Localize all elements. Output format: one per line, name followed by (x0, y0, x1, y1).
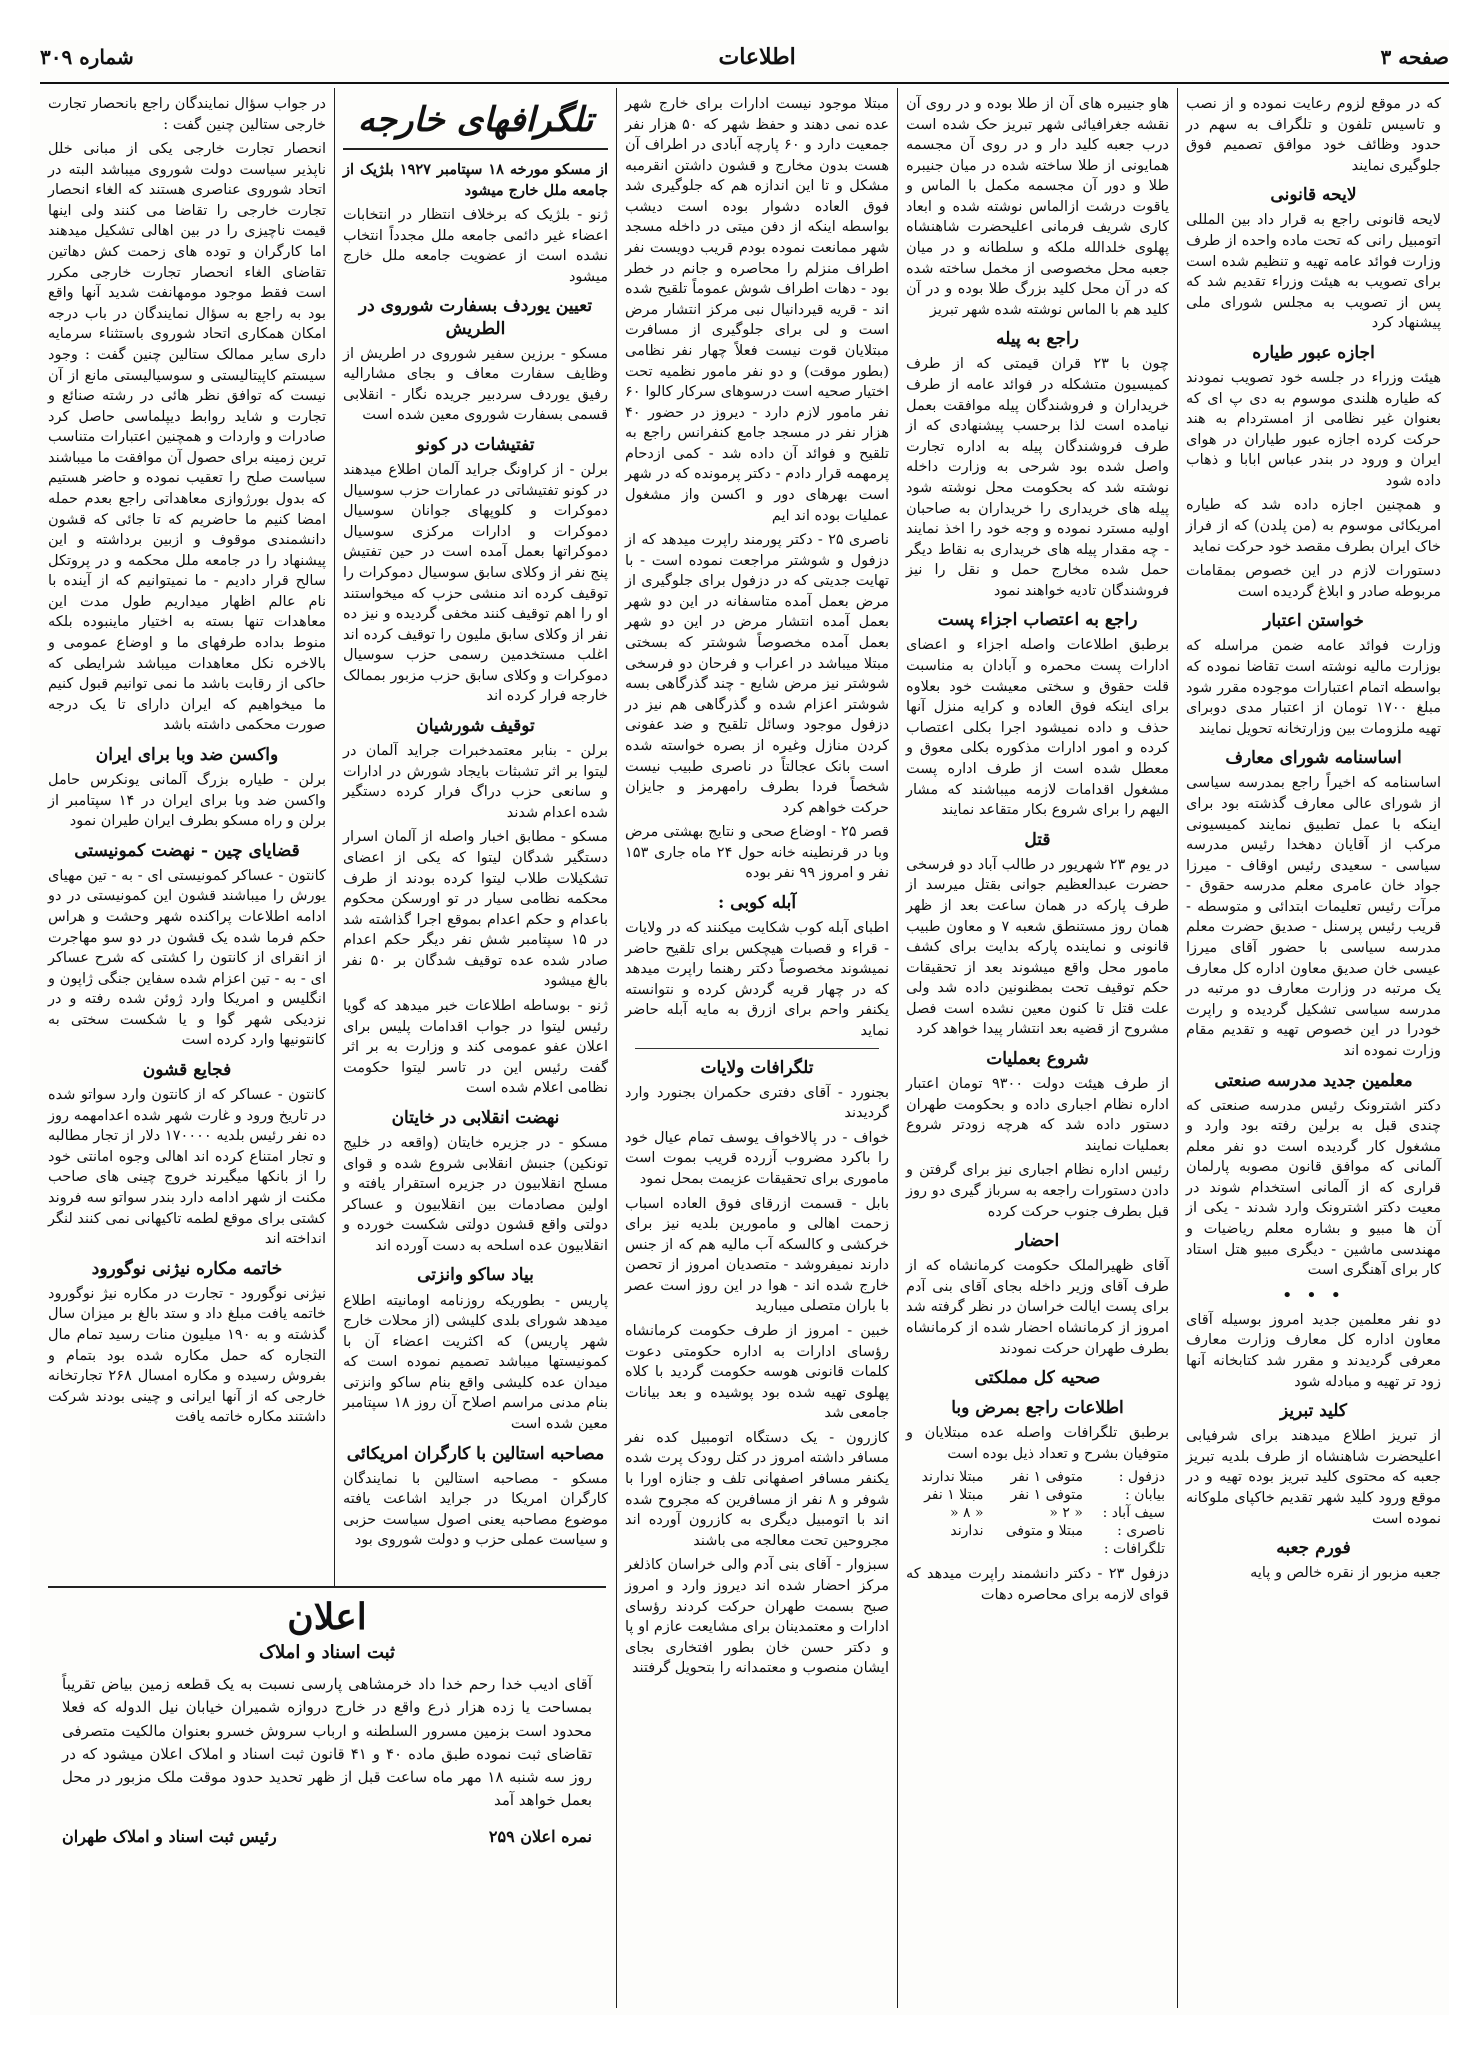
header-rule (40, 82, 1449, 84)
table-cell: مبتلا ۱ نفر (924, 1487, 984, 1504)
article-heading: نهضت انقلابی در خایتان (391, 1107, 560, 1128)
paragraph: اطبای آبله کوب شکایت میکنند که در ولایات - قراء و قصبات هیچکس برای تلقیح حاضر نمیشوند مخصوصاً دکتر رهنما راپرت میدهد که در چهار قریه گردش کرده و نتوانسته یکنفر واحم برای ازرق به مایه آبله حاضر نماید (625, 920, 889, 1039)
article-heading: اجازه عبور طیاره (1252, 342, 1375, 363)
paragraph: از طرف هیئت دولت ۹۳۰۰ تومان اعتبار اداره نظام اجباری داده و بحکومت طهران دستور داده شد که هرچه زودتر شروع بعملیات نمایند (906, 1076, 1169, 1154)
page-header (40, 40, 1449, 74)
column-3 (616, 88, 897, 2008)
announcement-subtitle: ثبت اسناد و املاک (258, 1642, 396, 1663)
paragraph: نیژنی نوگورود - تجارت در مکاره نیژ نوگورود خاتمه یافت مبلغ داد و ستد بالغ بر میزان سال گذشته و به ۱۹۰ میلیون منات رسید تمام مال التجاره که حمل مکاره شده بود بتمام و بفروش رسیده و مکاره امسال ۲۶۸ تجارتخانه خارجی که از آنها ایرانی و چینی بودند شرکت داشتند مکاره خاتمه یافت (48, 1285, 326, 1426)
article-subheading: اطلاعات راجع بمرض وبا (951, 1398, 1124, 1419)
paragraph: سبزوار - آقای بنی آدم والی خراسان کاذلغر مرکز احضار شده اند دیروز وارد و امروز صبح بسمت طهران حرکت کردند رؤسای ادارات و معتمدینان برای مشایعت عازم او پا و دکتر حسن خان بطور افتخاری بجای ایشان منصوب و معتمدانه را بتحویل گرفتند (625, 1557, 889, 1677)
paragraph: از تبریز اطلاع میدهند برای شرفیابی اعلیحضرت شاهنشاه از طرف بلدیه تبریز جعبه که محتوی کلید تبریز بوده تهیه و در موقع ورود کلید شهر تقدیم خاکپای ملوکانه نموده است (1186, 1428, 1441, 1527)
table-cell: سیف آباد : (1102, 1505, 1165, 1522)
article-heading: آبله کوبی : (717, 892, 797, 913)
paragraph: آقای ظهیرالملک حکومت کرمانشاه که از طرف آقای وزیر داخله بجای آقای بنی آدم برای پست ایالت خراسان در نظر گرفته شد امروز از کرمانشاه احضار شده از کرمانشاه بطرف طهران حرکت نمودند (906, 1258, 1169, 1357)
table-cell: متوفی ۱ نفر (1010, 1487, 1083, 1504)
table-cell: « ۸ « (949, 1505, 984, 1522)
table-cell: بیابان : (1125, 1487, 1165, 1504)
table-cell: « ۲ « (1049, 1505, 1083, 1522)
table-cell (906, 1540, 988, 1558)
announcement-signature: رئیس ثبت اسناد و املاک طهران (62, 1826, 277, 1846)
paragraph: در جواب سؤال نمایندگان راجع بانحصار تجارت خارجی ستالین چنین گفت : (48, 96, 326, 133)
article-heading: واکسن ضد وبا برای ایران (95, 744, 279, 765)
paragraph: برلن - بنابر معتمدخبرات جراید آلمان در لیتوا بر اثر تشبثات بایجاد شورش در ادارات و سانعی حزب دراگ فرار کرده دستگیر شده اعدام شدند (343, 743, 608, 821)
paragraph: هیئت وزراء در جلسه خود تصویب نمودند که طیاره هلندی موسوم به دی پ ای که بعنوان غیر نظامی از امستردام به هند حرکت کرده اجازه عبور طیاران در هوای ایران و ورود در بندر عباس ابابا و ذهاب داده شود (1186, 369, 1441, 489)
issue-number: شماره ۳۰۹ (40, 45, 134, 69)
table-cell: مبتلا ندارند (921, 1469, 984, 1486)
paragraph: کانتون - عساکر که از کانتون وارد سواتو شده در تاریخ ورود و غارت شهر شده اعدامهمه روز ده نفر رئیس بلدیه ۱۷۰۰۰۰ دلار از تجار مطالبه و تجار امتناع کرده اند اهالی وجوه امانتی خود را از بانکها میگیرند خروج چینی های صاحب مکنت از شهر ادامه دارد بندر سواتو سه فروند کشتی برای موقع لطمه تاکیهانی نمی کنند لنگر انداخته اند (48, 1087, 326, 1248)
table-row (906, 1486, 1169, 1504)
table-row (906, 1504, 1169, 1522)
table-row (906, 1522, 1169, 1540)
article-heading: شروع بعملیات (986, 1048, 1089, 1069)
article-heading: لایحه قانونی (1270, 185, 1357, 206)
announcement-box (48, 1586, 606, 2008)
table-cell: ناصری : (1117, 1523, 1165, 1540)
paragraph: و همچنین اجازه داده شد که طیاره امریکائی موسوم به (من پلدن) که از فراز خاک ایران بطرف مقصد خود حرکت نماید (1186, 497, 1441, 555)
table-cell (988, 1540, 1087, 1558)
article-heading: فورم جعبه (1276, 1538, 1351, 1559)
article-heading: قضایای چین - نهضت کمونیستی (74, 840, 300, 861)
article-heading: تفتیشات در کونو (416, 434, 535, 455)
table-cell: مبتلا و متوفی (1005, 1523, 1083, 1540)
article-heading: صحیه کل مملکتی (974, 1368, 1101, 1389)
paragraph: برلن - طیاره بزرگ آلمانی یونکرس حامل واکسن ضد وبا برای ایران در ۱۴ سپتامبر از برلن و راه مسکو بطرف ایران طیران نمود (48, 772, 326, 830)
paragraph: برلن - از کراونگ جراید آلمان اطلاع میدهند در کونو تفتیشاتی در عمارات حزب سوسیال دموکرات و کلوپهای جوانان سوسیال دموکرات و ادارات مرکزی سوسیال دموکراتها بعمل آمده است در حین تفتیش پنج نفر از وکلای سابق سوسیال دموکرات را توقیف کرده اند منشی حزب که میخواستند او را اهم توقیف کنند مخفی گردیده و نیز ده نفر از وکلای سابق ملیون را توقیف کرده اند اغلب مستخدمین رسمی حزب سوسیال دموکرات و وکلای سابق حزب مزبور بممالک خارجه فرار کرده اند (343, 462, 608, 705)
article-heading: معلمین جدید مدرسه صنعتی (1214, 1070, 1413, 1091)
paragraph: ژنو - بوساطه اطلاعات خبر میدهد که گویا رئیس لیتوا در جواب اقدامات پلیس برای اعلان عفو عمومی کند و وزارت به بر اثر گفت رئیس این در تاسر لیتوا حکومت نظامی اعلام شده است (343, 998, 608, 1097)
article-heading: قتل (1024, 829, 1051, 850)
paragraph: رئیس اداره نظام اجباری نیز برای گرفتن و دادن دستورات راجعه به سرباز گیری دو روز قبل بطرف جنوب حرکت کرده (906, 1162, 1169, 1220)
article-heading: مصاحبه استالین با کارگران امریکائی (346, 1443, 605, 1464)
newspaper-title: اطلاعات (718, 44, 796, 70)
paragraph: مسکو - مطابق اخبار واصله از آلمان اسرار دستگیر شدگان لیتوا که یکی از اعضای تشکیلات طلاب لیتوا کرده بودند از طرف محکمه نظامی سیار در تو اورسکن محکوم باعدام و حکم اعدام بموقع اجرا گذاشته شد در ۱۵ سپتامبر شش نفر دیگر حکم اعدام صادر شده عده توقیف شدگان بر ۵۰ نفر بالغ میشود (343, 829, 609, 990)
separator-dots: • • • (1281, 1284, 1346, 1306)
paragraph: دستورات لازم در این خصوص بمقامات مربوطه صادر و ابلاغ گردیده است (1186, 563, 1441, 600)
paragraph: انحصار تجارت خارجی یکی از مبانی خلل ناپذیر سیاست دولت شوروی میباشد البته در اتحاد شوروی عناصری هستند که الغاء انحصار تجارت خارجی را تقاضا می کنند ولی اینها قیمت ناچیزی را در بین اهالی تشکیل میدهند اما کارگران و توده های زحمت کش دهاتین تقاضای الغاء انحصار تجارت خارجی مکرر است فقط موجود مومهانفت شدید آنها واقع بود به راجع به سؤال نمایندگان در باب درجه امکان همکاری اتحاد شوروی باستثناء سرمایه داری سایر ممالک ستالین چنین گفت : وجود سیستم کاپیتالیستی و سوسیالیستی مانع از آن نیست که توافق نظر هائی در رشته صنائع و تجارت و شاید روابط دیپلماسی حاصل کرد صادرات و واردات و همچنین اعتبارات متناسب ترین زمینه برای حصول آن موافقت ما میباشند سیاست صلح را تعقیب نموده و حاضر هستیم که بدول بورژوازی معاهداتی راجع بعدم حمله امضا کنیم ما حاضریم که تا جائی که قشون دانشمندی موقوف و ازبین برداشته و این پیشنهاد را در جامعه ملل محکمه و در پروتکل سالح قرار دادیم - ما نمیتوانیم که از آینده با نام عالم اظهار میداریم طول مدت این معاهدات تنها بسته به اختیار ماینبوده بلکه منوط بداده طرفهای ما و اوضاع عمومی و بالاخره نکل معاهدات میباشد شرایطی که حاکی از رقابت باشد ما نمی توانیم قبول کنیم ما میخواهیم که ایران دارای تا یک درجه صورت محکمی داشته باشد (48, 141, 326, 734)
paragraph: ژنو - بلژیک که برخلاف انتظار در انتخابات اعضاء غیر دائمی جامعه ملل مجدداً انتخاب نشده است از عضویت جامعه ملل خارج میشود (343, 207, 608, 285)
article-heading: فجایع قشون (142, 1060, 232, 1081)
column-2 (897, 88, 1177, 2008)
table-cell: دزفول : (1118, 1469, 1165, 1486)
paragraph: اساسنامه که اخیراً راجع بمدرسه سیاسی از شورای عالی معارف گذشته بود برای اینکه با عمل تطبیق نمایند کمیسیونی مرکب از آقایان دهخدا رئیس مدرسه سیاسی - سعیدی رئیس اوقاف - میرزا جواد خان عامری معلم مدرسه حقوق - مرآت رئیس تعلیمات ابتدائی و متوسطه - قریب رئیس پرسنل - صدیق حضرت معلم مدرسه سیاسی با حضور آقای میرزا عیسی خان صدیق معاون اداره کل معارف یک مرتبه در وزارت معارف دو مرتبه در مدرسه سیاسی تشکیل گردیده و راپرت خودرا در این خصوص تهیه و تقدیم مقام وزارت نموده اند (1186, 775, 1441, 1059)
article-heading: احضار (1015, 1231, 1060, 1252)
paragraph: بجنورد - آقای دفتری حکمران بجنورد وارد گردیدند (625, 1084, 889, 1122)
paragraph: جعبه مزبور از نقره خالص و پایه (1250, 1565, 1441, 1582)
paragraph: چون با ۲۳ قران قیمتی که از طرف کمیسیون متشکله در فوائد عامه از طرف خریداران و فروشندگان پیله موافقت بعمل نیامده است لذا برحسب پیشنهادی که از طرف فروشندگان پیله به اداره تجارت واصل شده بود شرحی به وزارت داخله نوشته شد که بحکومت محل نوشته شود پیله های خریداری را خریداران به صاحبان اولیه مسترد نموده و وجه خود را اخذ نمایند - چه مقدار پیله های خریداری به نقاط دیگر حمل شده مخارج حمل و نقل را نیز فروشندگان تادیه خواهند نمود (906, 356, 1169, 599)
paragraph: دکتر اشترونک رئیس مدرسه صنعتی که چندی قبل به برلین رفته بود وارد و مشغول کار گردیده است دو نفر معلم آلمانی که موافق قانون مصوبه پارلمان قراری که از آلمانی استخدام شوند در معیت دکتر اشترونک وارد شدند - یکی از آن ها مبیو و بشاره معلم ریاضیات و مهندسی ماشین - دیگری مبیو هتل استاد کار برای آهنگری است (1186, 1097, 1441, 1279)
paragraph: وزارت فوائد عامه ضمن مراسله که بوزارت مالیه نوشته است تقاضا نموده که بواسطه اتمام اعتبارات موجوده مقرر شود مبلغ ۱۷۰۰ تومان از اعتبار مدی دوبرای تهیه ملزومات بین وزارتخانه تحویل نمایند (1186, 638, 1442, 737)
paragraph: لایحه قانونی راجع به قرار داد بین المللی اتومبیل رانی که تحت ماده واحده از طرف وزارت فوائد عامه تهیه و تنظیم شده است برای تصویب به هیئت وزراء تقدیم شد که پس از تصویب به مجلس شورای ملی پیشنهاد کرد (1186, 212, 1441, 332)
article-heading: تلگرافات ولایات (700, 1057, 814, 1078)
article-heading: خواستن اعتبار (1263, 611, 1364, 632)
article-heading: راجع به پیله (996, 329, 1079, 350)
table-row (906, 1468, 1169, 1486)
paragraph: پاریس - بطوریکه روزنامه اومانیته اطلاع میدهد شورای بلدی کلیشی (از محلات خارج شهر پاریس) که اکثریت اعضاء آن با کمونیستها میباشد تصمیم نموده است که میدان عده کلیشی واقع بنام ساکو وانزتی بنام مدنی مراسم اصلاح آن روز ۱۸ سپتامبر معین شده است (343, 1292, 609, 1433)
paragraph: کانتون - عساکر کمونیستی ای - به - تین مهیای یورش را میباشند قشون این کمونیستی در دو ادامه اطلاعات پراکنده شهر وحشت و هراس حکم فرما شده یک قشون در دو سو مهاجرت از انقرای از کانتون را کشتی که شرح عساکر ای - به - تین اعزام شده سفاین جنگی ژاپون و انگلیس و امریکا وارد ژوئن شده رفته و در نزدیکی شهر گوا و یا شکست سختی به کانتونیها وارد کرده است (48, 867, 326, 1049)
paragraph: در یوم ۲۳ شهریور در طالب آباد دو فرسخی حضرت عبدالعظیم جوانی بقتل میرسد از طرف پارکه در همان ساعت بعد از ظهر همان روز مستنطق شعبه ۷ و معاون طبیب قانونی و نماینده پارکه بدایت برای کشف مامور محل واقع میشوند بعد از تحقیقات حکم توقیف تحت بمظنونین داده شد ولی علت قتل تا کنون معین نشده است فصل مشروح از قضیه بعد انتشار پیدا خواهد کرد (906, 856, 1169, 1038)
paragraph: ناصری ۲۵ - دکتر پورمند راپرت میدهد که از دزفول و شوشتر مراجعت نموده است - با تهایت جدیتی که در دزفول برای جلوگیری از مرض بعمل آمده متاسفانه در این دو شهر بعمل آمده انتشار مرض در این دو شهر بعمل آمده مخصوصاً شوشتر که بسختی مبتلا میباشد در اعراب و فرحان دو فرسخی شوشتر نیز مرض شایع - چند گذرگاهی بسه شوشتر اعزام شده و گذرگاهی هم نیز در دزفول موجود وسائل تلقیح و ضد عفونی کردن منازل وغیره از بصره خواسته شده است بانک عجالتاً در ناصری طبیب نیست شخصاً فردا بطرف رامهرمز و جایزان حرکت خواهم کرد (625, 532, 889, 816)
announcement-body: آقای ادیب خدا رحم خدا داد خرمشاهی پارسی نسبت به یک قطعه زمین بیاض تقریباً بمساحت یا زده هزار ذرع واقع در خارج دروازه شمیران خیابان نیل الدوله که فعلا محدود است بزمین مسرور السلطنه و ارباب سروش خسرو بعنوان مالکیت متصرفی تقاضای ثبت نموده طبق ماده ۴۰ و ۴۱ قانون ثبت اسناد و املاک اعلان میشود که در روز سه شنبه ۱۸ مهر ماه ساعت قبل از ظهر تحدید حدود موقت ملک مزبور در محل بعمل خواهد آمد (62, 1675, 593, 1810)
table-cell: ندارند (950, 1523, 984, 1540)
paragraph: هاو جنیبره های آن از طلا بوده و در روی آن نقشه جغرافیائی شهر تبریز حک شده است درب جعبه کلید دار و در روی آن مجسمه همایونی از طلا ساخته شده در میان جنیبره طلا و دور آن مجسمه مکمل با الماس و یاقوت درشت ازالماس نوشته شده و ابعاد کاری شریف فرمانی اعلیحضرت شاهنشاه پهلوی خلدالله ملکه و سلطانه و در میان جعبه محل مخصوصی از مخمل ساخته شده که در آن محل کلید بزرگ طلا بوده و در آن کلید هم با الماس نوشته شده شهر تبریز (906, 96, 1169, 318)
article-heading: راجع به اعتصاب اجزاء پست (937, 610, 1138, 631)
paragraph: مبتلا موجود نیست ادارات برای خارج شهر عده نمی دهند و حفظ شهر که ۵۰ هزار نفر جمعیت دارد و ۶۰ پارچه آبادی در اطراف آن هست بدون مخارج و قشون داشتن انقرمبه مشکل و تا این اندازه هم که جلوگیری شد فوق العاده دشوار بوده است دیشب بواسطه اینکه از دفن میتی در داخله مسجد شهر ممانعت نموده بودم قریب دویست نفر اطراف منزلم را محاصره و جانم در خطر بود - دهات اطراف شوش عموماً تلقیح شده اند - قریه قیردانیال نبی مرکز انتشار مرض است و لی برای جلوگیری از مسافرت مبتلایان قوت نیست فعلاً چهار نفر نظامی (بطور موقت) و دو نفر مامور نظمیه تحت اختیار صحیه است درسوهای سرکار کالوا ۶۰ نفر مامور لازم دارد - دیروز در حضور ۴۰ هزار نفر در مسجد جامع کنفرانس راجع به تلقیح و فوائد آن داده شد - کمی ازدحام پرمهمه قرار دادم - دکتر پرمونده که در شهر است بهرهای دور و اکسن واز مشغول عملیات بوده اند ایم (625, 96, 890, 524)
paragraph: خبین - امروز از طرف حکومت کرمانشاه رؤسای ادارات به اداره حکومتی دعوت کلمات قانونی هوسه حکومت گردید با کلاه پهلوی تهیه شده بود پوشیده و بعد بیانات جامعی شد (625, 1322, 889, 1422)
column-1 (1177, 88, 1449, 2008)
paragraph: برطبق اطلاعات واصله اجزاء و اعضای ادارات پست محمره و آبادان به مناسبت قلت حقوق و سختی معیشت خود بعلاوه برای اینکه فوق العاده و کرایه منزل آنها حذف و داده نمیشود اجرا بکلی اعتصاب کرده و امور ادارات مذکوره بکلی معوق و معطل شده است از طرف اداره پست مشغول اقدامات لازمه میباشند که مشار الیهم را برای شروع بکار متقاعد نمایند (906, 637, 1169, 819)
paragraph: مسکو - در جزیره خایتان (واقعه در خلیج تونکین) جنبش انقلابی شروع شده و قوای مسلح انقلابیون در جزیره استقرار یافته و اولین مصادمات بین انقلابیون و عساکر دولتی واقع قشون دولتی شکست خورده و انقلابیون عده اسلحه به دست آورده اند (343, 1135, 608, 1254)
paragraph: مسکو - برزین سفیر شوروی در اطریش از وظایف سفارت معاف و بجای مشارالیه رفیق یوردف سردبیر جریده نگار - انقلابی قسمی بسفارت شوروی معین شده است (343, 345, 608, 424)
cholera-stats-table (906, 1468, 1169, 1558)
article-heading: تعیین یوردف بسفارت شوروی در الطریش (358, 296, 593, 339)
paragraph: مسکو - مصاحبه استالین با نمایندگان کارگران امریکا در جراید اشاعت یافته موضوع مصاحبه یعنی اصول سیاست حزبی و سیاست عملی حزب و دولت شوروی بود (343, 1470, 608, 1549)
announcement-footer (62, 1827, 592, 1846)
table-cell: تلگرافات : (1103, 1541, 1165, 1558)
paragraph: قصر ۲۵ - اوضاع صحی و نتایج بهشتی مرض وبا در قرنطینه خانه حول ۲۴ ماه جاری ۱۵۳ نفر و امروز ۹۹ نفر بوده (625, 824, 890, 882)
announcement-title: اعلان (287, 1596, 367, 1638)
announcement-number: نمره اعلان ۲۵۹ (488, 1826, 592, 1846)
paragraph: کازرون - یک دستگاه اتومبیل کده نفر مسافر داشته امروز در کتل رودک پرت شده یکنفر مسافر اصفهانی تلف و جنازه اورا با شوفر و ۸ نفر از مسافرین که مجروح شده اند با اتومبیل دیگری به کازرون آورده اند مجروحین تحت معالجه می باشند (625, 1429, 889, 1549)
article-heading: کلید تبریز (1279, 1401, 1348, 1422)
paragraph: که در موقع لزوم رعایت نموده و از نصب و تاسیس تلفون و تلگراف به سهم در حدود وظائف خود موافق تصمیم فوق جلوگیری نمایند (1186, 96, 1441, 174)
section-title-foreign-telegrams: تلگرافهای خارجه (343, 100, 608, 150)
paragraph: بابل - قسمت ازرقای فوق العاده اسباب زحمت اهالی و مامورین بلدیه نیز برای خرکشی و کالسکه آب مالیه هم که از جنس دارند نمیفروشد - متصدیان امروز از تحصن خارج شده اند - هوا در این روز است عصر با باران متصلی میبارید (625, 1195, 889, 1315)
article-heading: بیاد ساکو وانزتی (417, 1265, 534, 1286)
paragraph: دو نفر معلمین جدید امروز بوسیله آقای معاون اداره کل معارف وزارت معارف معرفی گردیدند و مقرر شد کتابخانه آنها زود تر تهیه و مبادله شود (1186, 1311, 1441, 1390)
page-number: صفحه ۳ (1380, 45, 1449, 69)
article-heading: اساسنامه شورای معارف (1225, 748, 1402, 769)
article-heading: خاتمه مکاره نیژنی نوگورود (91, 1258, 283, 1279)
table-cell: متوفی ۱ نفر (1010, 1469, 1083, 1486)
paragraph: دزفول ۲۳ - دکتر دانشمند راپرت میدهد که قوای لازمه برای محاصره دهات (906, 1566, 1169, 1604)
paragraph: از مسکو مورخه ۱۸ سپتامبر ۱۹۲۷ بلژیک از جامعه ملل خارج میشود (343, 161, 608, 199)
divider (635, 1048, 879, 1049)
paragraph: خواف - در پالاخواف یوسف تمام عیال خود را باکرد مضروب آزرده قریب بموت است ماموری برای تحقیقات عزیمت بمحل نمود (625, 1129, 889, 1187)
article-heading: توقیف شورشیان (416, 716, 535, 736)
table-row (906, 1540, 1169, 1558)
paragraph: برطبق تلگرافات واصله عده مبتلایان و متوفیان بشرح و تعداد ذیل بوده است (906, 1425, 1169, 1462)
